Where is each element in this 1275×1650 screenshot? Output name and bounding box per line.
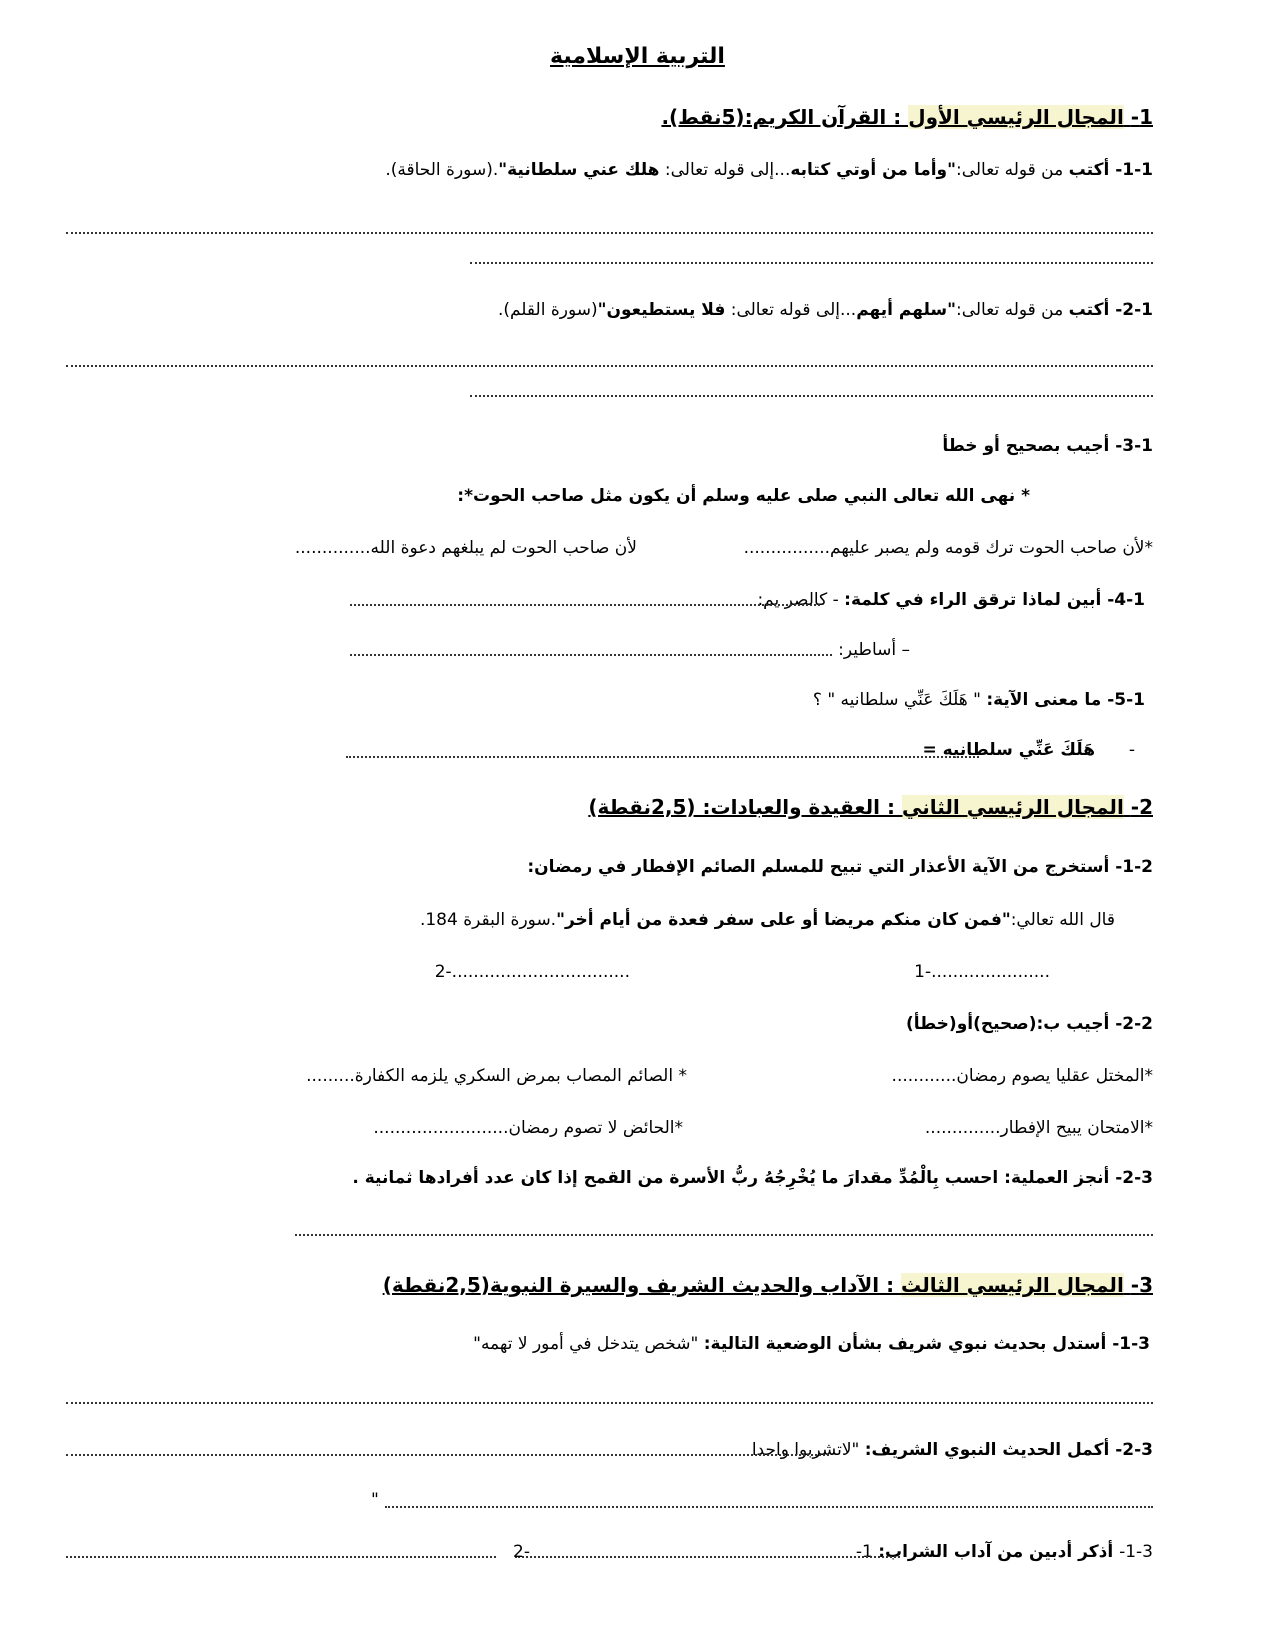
section-3-header bbox=[383, 1273, 1153, 1297]
section-3-name: المجال الرئيسي الثالث bbox=[901, 1273, 1124, 1297]
answer-line-1-1b[interactable] bbox=[470, 262, 1153, 264]
answer-line-3-3-1[interactable] bbox=[515, 1556, 900, 1558]
answer-label-5-1: هَلَكَ عَنِّي سلطانيه = bbox=[922, 740, 1095, 760]
answer-line-3-3-2[interactable] bbox=[66, 1556, 496, 1558]
answer-line-2-1b[interactable] bbox=[470, 395, 1153, 397]
answer-line-1-1a[interactable] bbox=[66, 232, 1153, 234]
statement-3-1: * نهى الله تعالى النبي صلى عليه وسلم أن يكون مثل صاحب الحوت*: bbox=[457, 486, 1030, 506]
question-hadith-2-3: 2-3- أكمل الحديث النبوي الشريف: "لاتشربوا واحدا bbox=[751, 1440, 1153, 1460]
item-3-3-2: 2- bbox=[513, 1542, 530, 1562]
statement-2-2-b[interactable]: * الصائم المصاب بمرض السكري يلزمه الكفارة......... bbox=[306, 1066, 687, 1086]
question-3-3: 1-3- أذكر أدبين من آداب الشراب: 1- bbox=[855, 1542, 1153, 1562]
section-3-rest: : الآداب والحديث الشريف والسيرة النبوية(2,5نقطة) bbox=[382, 1273, 902, 1297]
answer-1-2-2[interactable]: 2-................................. bbox=[434, 962, 630, 982]
section-2-rest: : العقيدة والعبادات: (2,5نقطة) bbox=[588, 795, 902, 819]
question-3-1: 3-1- أجيب بصحيح أو خطأ bbox=[942, 436, 1153, 456]
section-2-header bbox=[588, 795, 1153, 819]
verse-1-2: قال الله تعالي:"فمن كان منكم مريضا أو على سفر فعدة من أيام أخر".سورة البقرة 184. bbox=[419, 910, 1115, 930]
option-3-1-b[interactable]: لأن صاحب الحوت لم يبلغهم دعوة الله.............. bbox=[294, 538, 637, 558]
answer-line-hadith-a[interactable] bbox=[66, 1454, 829, 1456]
question-2-2: 2-2- أجيب ب:(صحيح)أو(خطأ) bbox=[905, 1014, 1153, 1034]
answer-1-2-1[interactable]: 1-...................... bbox=[914, 962, 1050, 982]
statement-2-2-d[interactable]: *الحائض لا تصوم رمضان......................... bbox=[373, 1118, 683, 1138]
section-2-number: 2- bbox=[1130, 795, 1153, 819]
section-1-name: المجال الرئيسي الأول bbox=[908, 105, 1124, 129]
question-1-1: 1-1- أكتب من قوله تعالى:"وأما من أوتي كتابه...إلى قوله تعالى: هلك عني سلطانية".(سورة الحاقة). bbox=[385, 160, 1153, 180]
answer-line-hadith-b[interactable] bbox=[385, 1506, 1153, 1508]
question-4-1: 4-1- أبين لماذا ترقق الراء في كلمة: - كالصر يم: bbox=[757, 590, 1145, 610]
answer-line-2-3[interactable] bbox=[295, 1234, 1153, 1236]
statement-2-2-c[interactable]: *الامتحان يبيح الإفطار.............. bbox=[924, 1118, 1153, 1138]
answer-line-4-1b[interactable] bbox=[350, 654, 832, 656]
question-2-1: 2-1- أكتب من قوله تعالى:"سلهم أيهم...إلى قوله تعالى: فلا يستطيعون"(سورة القلم). bbox=[497, 300, 1153, 320]
question-5-1: 5-1- ما معنى الآية: " هَلَكَ عَنِّي سلطانيه " ؟ bbox=[812, 690, 1145, 710]
question-1-2: 1-2- أستخرج من الآية الأعذار التي تبيح للمسلم الصائم الإفطار في رمضان: bbox=[527, 857, 1153, 877]
section-1-header bbox=[661, 105, 1153, 129]
closing-quote: " bbox=[371, 1490, 379, 1510]
word-4-1-b: – أساطير: bbox=[838, 640, 910, 660]
answer-line-2-1a[interactable] bbox=[66, 365, 1153, 367]
statement-2-2-a[interactable]: *المختل عقليا يصوم رمضان............ bbox=[891, 1066, 1153, 1086]
dash-5-1: - bbox=[1128, 740, 1135, 760]
option-3-1-a[interactable]: *لأن صاحب الحوت ترك قومه ولم يصبر عليهم................ bbox=[743, 538, 1153, 558]
answer-line-1-3[interactable] bbox=[66, 1402, 1153, 1404]
page-title: التربية الإسلامية bbox=[550, 44, 725, 69]
section-2-name: المجال الرئيسي الثاني bbox=[901, 795, 1124, 819]
question-2-3: 2-3- أنجز العملية: احسب بِالْمُدِّ مقدارَ ما يُخْرِجُهُ ربُّ الأسرة من القمح إذا كان عدد أفرادها ثمانية . bbox=[352, 1168, 1153, 1188]
answer-line-4-1a[interactable] bbox=[350, 604, 820, 606]
section-1-rest: : القرآن الكريم:(5نقط). bbox=[661, 105, 909, 129]
section-3-number: 3- bbox=[1130, 1273, 1153, 1297]
answer-line-5-1[interactable] bbox=[346, 756, 979, 758]
section-1-number: 1- bbox=[1130, 105, 1153, 129]
question-1-3: 1-3- أستدل بحديث نبوي شريف بشأن الوضعية التالية: "شخص يتدخل في أمور لا تهمه" bbox=[473, 1334, 1150, 1354]
